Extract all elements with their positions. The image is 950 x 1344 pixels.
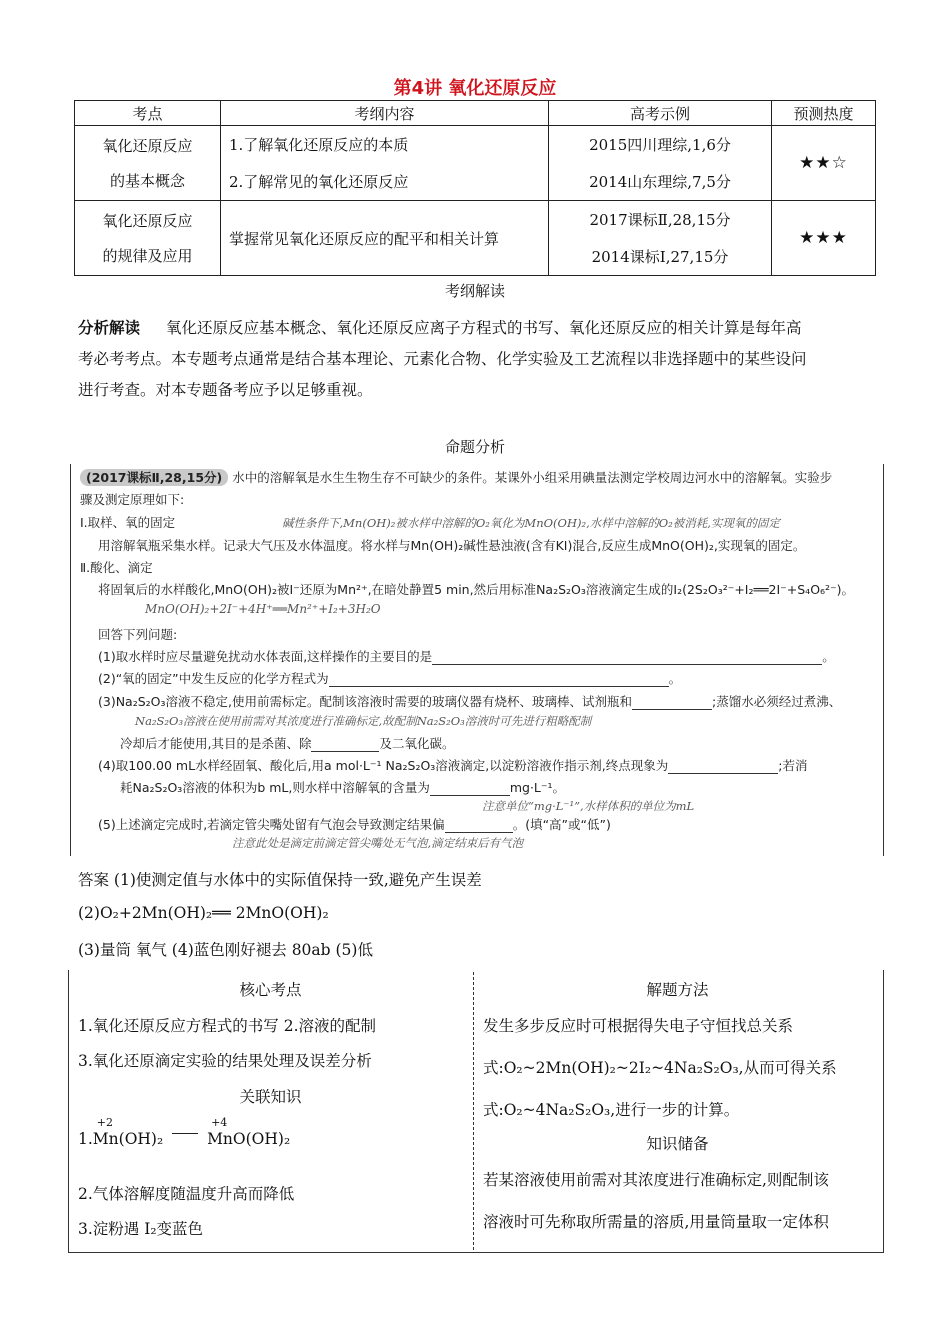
question-heading: 命题分析 <box>444 438 505 456</box>
core-line-1: 1.氧化还原反应方程式的书写 2.溶液的配制 <box>78 1017 377 1035</box>
arrow-icon <box>172 1133 198 1134</box>
row1-content-1: 1.了解氧化还原反应的本质 <box>221 126 549 164</box>
row2-heat-stars: ★★★ <box>772 201 876 276</box>
related-1-species-a: Mn(OH)₂ <box>92 1130 164 1148</box>
row2-topic-line1: 氧化还原反应 <box>102 212 193 230</box>
question-2-blank[interactable] <box>329 686 669 687</box>
related-1-species-b: MnO(OH)₂ <box>207 1130 291 1148</box>
question-1-blank[interactable] <box>432 664 822 665</box>
knowledge-line-2: 溶液时可先称取所需量的溶质,用量筒量取一定体积 <box>483 1213 829 1231</box>
question-3 <box>98 692 841 710</box>
handwritten-note-4: 注意单位“mg·L⁻¹”,水样体积的单位为mL <box>482 799 695 813</box>
core-heading: 核心考点 <box>239 981 302 999</box>
question-3-text-b: ;蒸馏水必须经过煮沸、 <box>712 694 842 709</box>
step2-title: Ⅱ.酸化、滴定 <box>80 560 153 575</box>
question-3-blank-2[interactable] <box>311 751 379 752</box>
row1-topic-line1: 氧化还原反应 <box>102 137 193 155</box>
step2-text: 将固氧后的水样酸化,MnO(OH)₂被I⁻还原为Mn²⁺,在暗处静置5 min,然后用标准Na₂S₂O₃溶液滴定生成的I₂(2S₂O₃²⁻+I₂══2I⁻+S₄O₆²⁻)。 <box>98 582 855 597</box>
analysis-text-1: 氧化还原反应基本概念、氧化还原反应离子方程式的书写、氧化还原反应的相关计算是每年高 <box>166 319 802 337</box>
question-4-text-b: ;若消 <box>778 758 808 773</box>
method-line-2: 式:O₂~2Mn(OH)₂~2I₂~4Na₂S₂O₃,从而可得关系 <box>483 1059 837 1077</box>
related-line-3: 3.淀粉遇 I₂变蓝色 <box>78 1220 204 1238</box>
method-line-1: 发生多步反应时可根据得失电子守恒找总关系 <box>483 1017 794 1035</box>
question-5-text-a: (5)上述滴定完成时,若滴定管尖嘴处留有气泡会导致测定结果偏 <box>98 817 445 832</box>
column-divider <box>473 972 474 1250</box>
question-3-text-c: 冷却后才能使用,其目的是杀菌、除 <box>120 736 312 751</box>
step1-text: 用溶解氧瓶采集水样。记录大气压及水体温度。将水样与Mn(OH)₂碱性悬浊液(含有KI)混合,反应生成MnO(OH)₂,实现氧的固定。 <box>98 538 806 553</box>
question-intro-line1 <box>80 468 832 486</box>
question-3-cont <box>120 734 455 752</box>
related-line-2: 2.气体溶解度随温度升高而降低 <box>78 1185 295 1203</box>
question-2-text: (2)“氧的固定”中发生反应的化学方程式为 <box>98 671 329 686</box>
row2-example-2: 2014课标Ⅰ,27,15分 <box>549 238 772 276</box>
related-1-prefix: 1. <box>78 1130 93 1148</box>
question-3-blank-1[interactable] <box>632 709 712 710</box>
equation-note: MnO(OH)₂+2I⁻+4H⁺══Mn²⁺+I₂+3H₂O <box>145 602 381 616</box>
row1-topic <box>75 126 221 201</box>
handwritten-note-3: Na₂S₂O₃溶液在使用前需对其浓度进行准确标定,故配制Na₂S₂O₃溶液时可先进行粗略配制 <box>135 714 592 728</box>
table-row <box>75 201 876 239</box>
core-line-2: 3.氧化还原滴定实验的结果处理及误差分析 <box>78 1052 372 1070</box>
question-3-text-a: (3)Na₂S₂O₃溶液不稳定,使用前需标定。配制该溶液时需要的玻璃仪器有烧杯、玻璃棒、试剂瓶和 <box>98 694 632 709</box>
question-4-text-d: mg·L⁻¹。 <box>509 780 566 795</box>
question-4-blank-1[interactable] <box>668 773 778 774</box>
question-2: (2)“氧的固定”中发生反应的化学方程式为 。 <box>98 671 682 686</box>
table-row <box>75 126 876 164</box>
oxidation-state-b: +4 <box>211 1116 228 1129</box>
syllabus-table <box>74 100 876 276</box>
header-content: 考纲内容 <box>221 101 549 126</box>
handwritten-note-5: 注意此处是滴定前滴定管尖嘴处无气泡,滴定结束后有气泡 <box>232 836 524 850</box>
question-4 <box>98 756 807 774</box>
answer-line-2: (2)O₂+2Mn(OH)₂══ 2MnO(OH)₂ <box>78 904 329 922</box>
analysis-text-3: 进行考查。对本专题备考应予以足够重视。 <box>78 381 373 399</box>
row2-topic-line2: 的规律及应用 <box>102 247 193 265</box>
question-3-text-d: 及二氧化碳。 <box>379 736 455 751</box>
method-line-3: 式:O₂~4Na₂S₂O₃,进行一步的计算。 <box>483 1101 740 1119</box>
analysis-paragraph <box>78 312 878 406</box>
question-1-text: (1)取水样时应尽量避免扰动水体表面,这样操作的主要目的是 <box>98 649 433 664</box>
row2-example-1: 2017课标Ⅱ,28,15分 <box>549 201 772 239</box>
related-line-1 <box>78 1116 291 1148</box>
header-examples: 高考示例 <box>549 101 772 126</box>
handwritten-note-1: 碱性条件下,Mn(OH)₂被水样中溶解的O₂氧化为MnO(OH)₂,水样中溶解的O₂被消耗,实现氧的固定 <box>282 516 780 530</box>
header-heat: 预测热度 <box>772 101 876 126</box>
row2-topic <box>75 201 221 276</box>
answer-line-3: (3)量筒 氧气 (4)蓝色刚好褪去 80ab (5)低 <box>78 941 373 959</box>
row2-content: 掌握常见氧化还原反应的配平和相关计算 <box>221 201 549 276</box>
row1-content-2: 2.了解常见的氧化还原反应 <box>221 163 549 201</box>
row1-example-1: 2015四川理综,1,6分 <box>549 126 772 164</box>
question-4-cont <box>120 778 565 796</box>
analysis-label: 分析解读 <box>78 318 141 337</box>
method-heading: 解题方法 <box>646 981 709 999</box>
question-5-text-b: 。(填“高”或“低”) <box>512 817 611 832</box>
step1-title: Ⅰ.取样、氧的固定 <box>80 515 176 530</box>
row1-heat-stars: ★★☆ <box>772 126 876 201</box>
row1-example-2: 2014山东理综,7,5分 <box>549 163 772 201</box>
intro-text-1: 水中的溶解氧是水生生物生存不可缺少的条件。某课外小组采用碘量法测定学校周边河水中的溶解氧。实验步 <box>232 470 833 485</box>
row1-topic-line2: 的基本概念 <box>109 172 185 190</box>
oxidation-state-a: +2 <box>96 1116 114 1129</box>
question-5-blank[interactable] <box>445 832 513 833</box>
answer-prompt: 回答下列问题: <box>98 627 178 642</box>
question-5 <box>98 815 611 833</box>
question-4-text-a: (4)取100.00 mL水样经固氧、酸化后,用a mol·L⁻¹ Na₂S₂O₃溶液滴定,以淀粉溶液作指示剂,终点现象为 <box>98 758 669 773</box>
question-4-blank-2[interactable] <box>430 795 510 796</box>
answer-line-1: 答案 (1)使测定值与水体中的实际值保持一致,避免产生误差 <box>78 871 482 889</box>
source-tag: (2017课标Ⅱ,28,15分) <box>80 469 228 486</box>
header-topic: 考点 <box>75 101 221 126</box>
analysis-text-2: 考必考考点。本专题考点通常是结合基本理论、元素化合物、化学实验及工艺流程以非选择题中的某些设问 <box>78 350 807 368</box>
related-heading: 关联知识 <box>239 1088 302 1106</box>
intro-text-2: 骤及测定原理如下: <box>80 492 185 507</box>
question-1: (1)取水样时应尽量避免扰动水体表面,这样操作的主要目的是 。 <box>98 649 835 664</box>
knowledge-heading: 知识储备 <box>646 1135 709 1153</box>
page-title: 第4讲 氧化还原反应 <box>393 78 557 99</box>
knowledge-line-1: 若某溶液使用前需对其浓度进行准确标定,则配制该 <box>483 1171 829 1189</box>
table-header-row <box>75 101 876 126</box>
syllabus-heading: 考纲解读 <box>444 282 505 300</box>
question-4-text-c: 耗Na₂S₂O₃溶液的体积为b mL,则水样中溶解氧的含量为 <box>120 780 430 795</box>
